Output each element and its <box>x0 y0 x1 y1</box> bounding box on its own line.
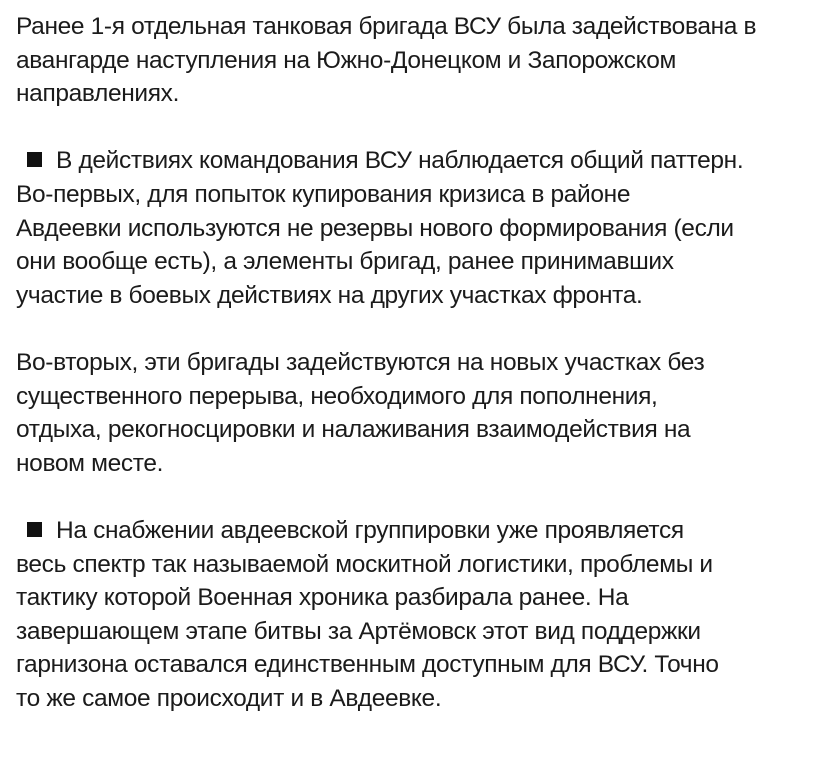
black-square-bullet-icon <box>27 522 42 537</box>
paragraph-line: завершающем этапе битвы за Артёмовск этот вид поддержки <box>16 617 701 645</box>
paragraph-intro <box>16 10 809 111</box>
paragraph-line: Во-вторых, эти бригады задействуются на новых участках без <box>16 348 705 376</box>
paragraph-spacer <box>16 111 809 145</box>
paragraph-line: гарнизона оставался единственным доступным для ВСУ. Точно <box>16 651 719 679</box>
paragraph-line: направлениях. <box>16 80 180 108</box>
paragraph-pattern <box>16 144 809 312</box>
paragraph-line: новом месте. <box>16 449 164 477</box>
paragraph-line-text: На снабжении авдеевской группировки уже проявляется <box>56 516 684 544</box>
paragraph-line: весь спектр так называемой москитной логистики, проблемы и <box>16 550 713 578</box>
paragraph-line: отдыха, рекогносцировки и налаживания взаимодействия на <box>16 416 691 444</box>
black-square-bullet-icon <box>27 152 42 167</box>
paragraph-logistics <box>16 514 809 716</box>
paragraph-line: авангарде наступления на Южно-Донецком и Запорожском <box>16 46 677 74</box>
paragraph-line: Авдеевки используются не резервы нового формирования (если <box>16 214 734 242</box>
paragraph-line-with-bullet <box>16 514 809 548</box>
paragraph-line: Во-первых, для попыток купирования кризиса в районе <box>16 180 631 208</box>
paragraph-line-with-bullet <box>16 144 809 178</box>
paragraph-line: Ранее 1-я отдельная танковая бригада ВСУ была задействована в <box>16 13 757 40</box>
paragraph-spacer <box>16 480 809 514</box>
paragraph-line: они вообще есть), а элементы бригад, ранее принимавших <box>16 248 674 276</box>
paragraph-line: то же самое происходит и в Авдеевке. <box>16 684 442 712</box>
paragraph-line: существенного перерыва, необходимого для пополнения, <box>16 382 658 410</box>
paragraph-spacer <box>16 312 809 346</box>
paragraph-line: тактику которой Военная хроника разбирала ранее. На <box>16 584 629 612</box>
paragraph-line: участие в боевых действиях на других участках фронта. <box>16 281 643 309</box>
paragraph-secondly <box>16 346 809 480</box>
paragraph-line-text: В действиях командования ВСУ наблюдается общий паттерн. <box>56 147 744 175</box>
